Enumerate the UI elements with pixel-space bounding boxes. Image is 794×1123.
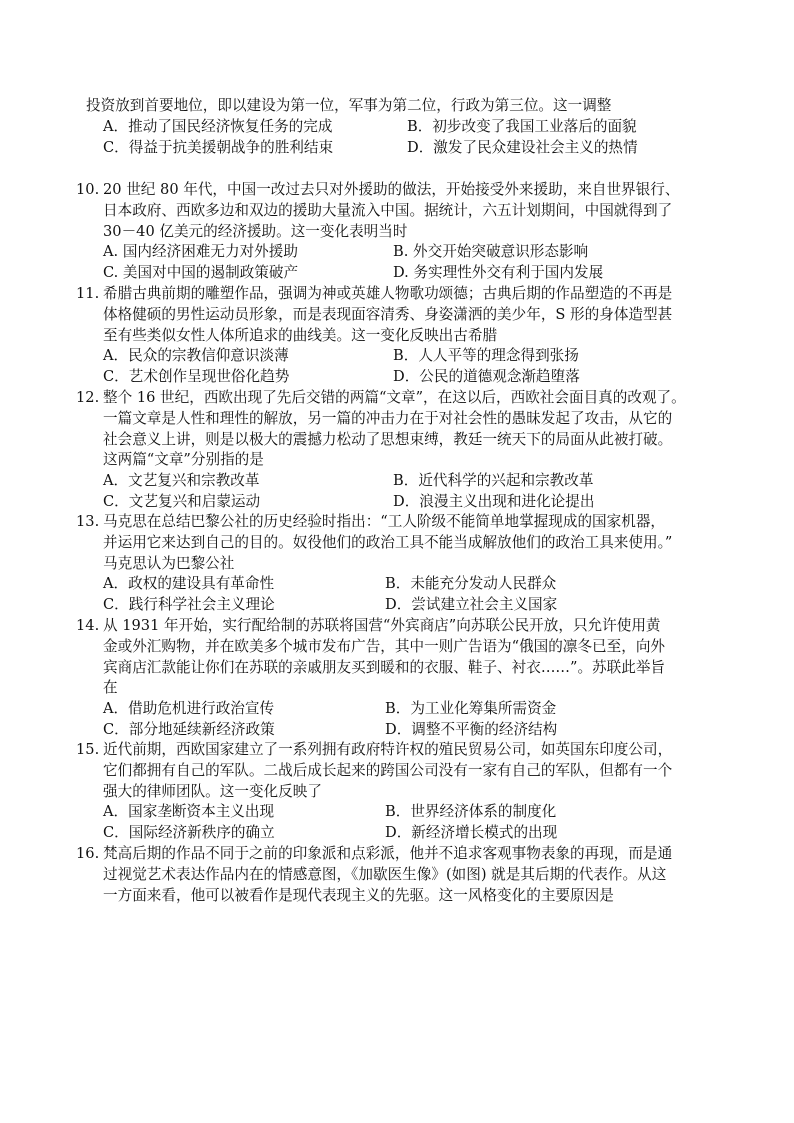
question-number: 15. [76,741,100,758]
option-d: D．公民的道德观念渐趋堕落 [393,368,580,386]
question-number: 13. [76,513,100,530]
option-a: A. 国内经济困难无力对外援助 [103,243,298,261]
question-stem-line: 日本政府、西欧多边和双边的援助大量流入中国。据统计，六五计划期间，中国就得到了 [103,201,673,219]
question-stem-line: 梵高后期的作品不同于之前的印象派和点彩派，他并不追求客观事物表象的再现，而是通 [103,845,673,862]
question-stem-line: 整个 16 世纪，西欧出现了先后交错的两篇“文章”，在这以后，西欧社会面目真的改观了。 [103,389,686,406]
question-stem-line: 社会意义上讲，则是以极大的震撼力松动了思想束缚，教廷一统天下的局面从此被打破。 [103,430,673,448]
question-stem-line: 20 世纪 80 年代，中国一改过去只对外援助的做法，开始接受外来援助，来自世界银行、 [103,181,680,198]
question-13 [0,512,794,616]
question-9-tail [0,96,794,158]
question-11 [0,284,794,388]
question-stem-line: 一篇文章是人性和理性的解放，另一篇的冲击力在于对社会性的愚昧发起了攻击，从它的 [103,409,673,427]
question-stem-line: 并运用它来达到自己的目的。奴役他们的政治工具不能当成解放他们的政治工具来使用。” [103,533,673,551]
option-a: A．推动了国民经济恢复任务的完成 [103,117,333,135]
question-stem-line: 强大的律师团队。这一变化反映了 [103,782,322,800]
option-b: B．未能充分发动人民群众 [385,575,557,593]
option-c: C. 美国对中国的遏制政策破产 [103,264,299,282]
option-d: D．调整不平衡的经济结构 [385,720,558,738]
option-d: D．激发了民众建设社会主义的热情 [407,138,638,156]
question-stem-line: 马克思认为巴黎公社 [103,554,235,572]
question-number: 10. [76,181,100,198]
question-stem-line: 投资放到首要地位，即以建设为第一位，军事为第二位，行政为第三位。这一调整 [86,97,612,114]
question-14 [0,616,794,741]
question-stem-line: 一方面来看，他可以被看作是现代表现主义的先驱。这一风格变化的主要原因是 [103,886,614,904]
option-c: C．践行科学社会主义理论 [103,596,275,614]
question-15 [0,740,794,844]
option-d: D. 务实理性外交有利于国内发展 [393,264,604,282]
question-10 [0,180,794,284]
option-c: C．得益于抗美援朝战争的胜利结束 [103,138,334,156]
option-b: B．初步改变了我国工业落后的面貌 [407,117,637,135]
option-d: D．新经济增长模式的出现 [385,824,558,842]
option-b: B. 外交开始突破意识形态影响 [393,243,589,261]
question-stem-line: 马克思在总结巴黎公社的历史经验时指出：“工人阶级不能简单地掌握现成的国家机器， [103,513,666,530]
option-d: D．尝试建立社会主义国家 [385,596,558,614]
question-stem-line: 近代前期，西欧国家建立了一系列拥有政府特许权的殖民贸易公司，如英国东印度公司， [103,741,673,758]
question-stem-line: 在 [103,679,118,697]
question-stem-line: 30－40 亿美元的经济援助。这一变化表明当时 [103,222,408,240]
option-a: A．民众的宗教信仰意识淡薄 [103,347,289,365]
question-stem-line: 这两篇“文章”分别指的是 [103,451,264,469]
option-a: A．政权的建设具有革命性 [103,575,275,593]
option-b: B．为工业化筹集所需资金 [385,700,557,718]
question-number: 16. [76,845,100,862]
question-number: 14. [76,617,100,634]
question-12 [0,388,794,513]
option-c: C．文艺复兴和启蒙运动 [103,492,261,510]
question-stem-line: 它们都拥有自己的军队。二战后成长起来的跨国公司没有一家有自己的军队，但都有一个 [103,761,673,779]
option-a: A．国家垄断资本主义出现 [103,803,275,821]
question-stem-line: 至有些类似女性人体所追求的曲线美。这一变化反映出古希腊 [103,326,498,344]
question-stem-line: 从 1931 年开始，实行配给制的苏联将国营“外宾商店”向苏联公民开放，只允许使用黄 [103,617,661,634]
question-number: 11. [76,285,100,302]
option-b: B．近代科学的兴起和宗教改革 [393,472,594,490]
question-stem-line: 体格健硕的男性运动员形象，而是表现面容清秀、身姿潇洒的美少年，S 形的身体造型甚 [103,305,673,323]
question-stem-line: 希腊古典前期的雕塑作品，强调为神或英雄人物歌功颂德；古典后期的作品塑造的不再是 [103,285,673,302]
option-c: C．部分地延续新经济政策 [103,720,275,738]
question-stem-line: 过视觉艺术表达作品内在的情感意图，《加歇医生像》(如图) 就是其后期的代表作。从这 [103,865,667,883]
question-number: 12. [76,389,100,406]
option-a: A．借助危机进行政治宣传 [103,700,275,718]
question-16 [0,844,794,906]
option-a: A．文艺复兴和宗教改革 [103,472,260,490]
question-stem-line: 宾商店汇款能让你们在苏联的亲戚朋友买到暖和的衣服、鞋子、衬衣……”。苏联此举旨 [103,658,666,676]
option-b: B．世界经济体系的制度化 [385,803,557,821]
option-b: B．人人平等的理念得到张扬 [393,347,579,365]
option-c: C．艺术创作呈现世俗化趋势 [103,368,290,386]
option-c: C．国际经济新秩序的确立 [103,824,275,842]
question-stem-line: 金或外汇购物，并在欧美多个城市发布广告，其中一则广告语为“俄国的凛冬已至，向外 [103,637,666,655]
option-d: D．浪漫主义出现和进化论提出 [393,492,595,510]
